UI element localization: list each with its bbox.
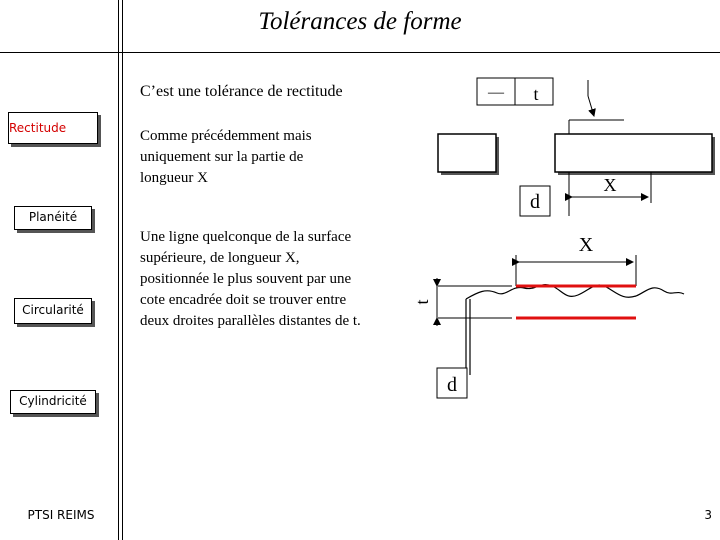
label-d-bottom	[437, 368, 467, 398]
part-view-right	[555, 134, 715, 175]
part-view-left	[438, 134, 499, 175]
svg-text:X: X	[578, 234, 594, 256]
dimension-x-label: X	[603, 175, 617, 195]
sidebar-item-label: Planéité	[28, 210, 78, 224]
paragraph-1-line: Comme précédemment mais	[140, 128, 312, 144]
svg-text:t: t	[412, 299, 432, 305]
sidebar-item-label: Cylindricité	[19, 394, 87, 408]
straightness-symbol: —	[488, 84, 504, 101]
paragraph-2-line: cote encadrée doit se trouver entre	[140, 292, 347, 308]
footer-school: PTSI REIMS	[27, 508, 95, 522]
paragraph-2-line: positionnée le plus souvent par une	[140, 271, 352, 287]
paragraph-1-line: longueur X	[140, 170, 208, 186]
dimension-t	[412, 278, 512, 326]
paragraph-2-line: deux droites parallèles distantes de t.	[140, 313, 361, 329]
sidebar-item-label: Circularité	[22, 303, 84, 317]
tolerance-frame	[477, 78, 553, 105]
sidebar-item-label: Rectitude	[9, 121, 67, 135]
paragraph-2-line: supérieure, de longueur X,	[140, 250, 300, 266]
svg-text:d: d	[447, 374, 457, 396]
page-title: Tolérances de forme	[258, 8, 462, 35]
subtitle: C’est une tolérance de rectitude	[140, 83, 343, 100]
dimension-x-detail	[516, 234, 636, 286]
svg-text:d: d	[530, 191, 540, 213]
paragraph-2-line: Une ligne quelconque de la surface	[140, 229, 352, 245]
tolerance-value: t	[533, 84, 539, 104]
label-d-top	[520, 186, 550, 216]
dimension-x-top	[572, 175, 648, 197]
paragraph-1-line: uniquement sur la partie de	[140, 149, 304, 165]
page-number: 3	[704, 508, 712, 522]
leader-arrow	[588, 80, 594, 116]
